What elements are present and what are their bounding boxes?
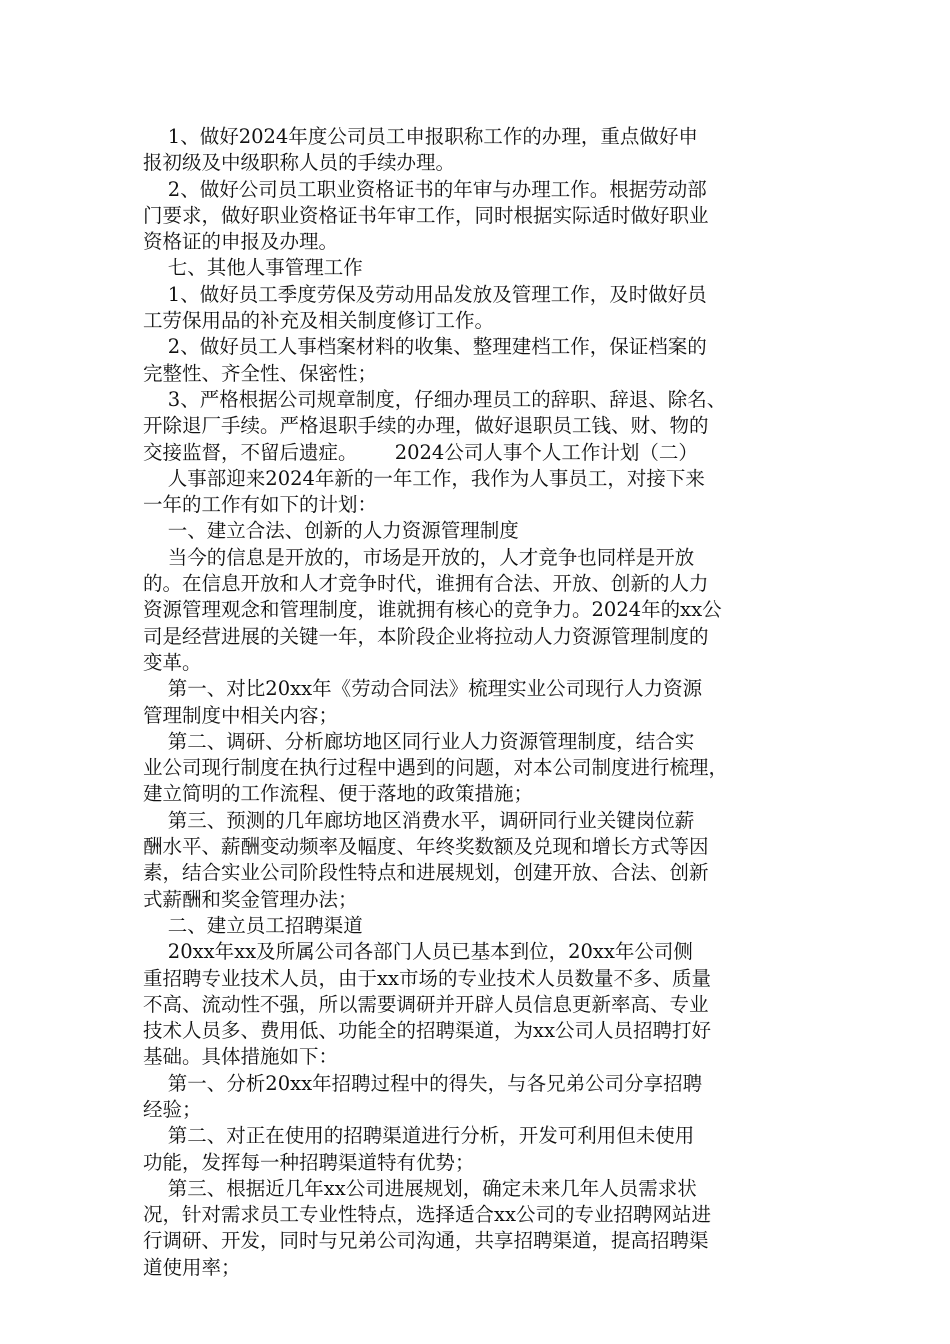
text-line: 式薪酬和奖金管理办法；	[143, 887, 358, 911]
section-heading: 七、其他人事管理工作	[143, 256, 363, 280]
text-line: 20xx年xx及所属公司各部门人员已基本到位，20xx年公司侧	[143, 940, 693, 964]
text-line: 资格证的申报及办理。	[143, 230, 339, 254]
text-line: 门要求，做好职业资格证书年审工作，同时根据实际适时做好职业	[143, 203, 709, 227]
text-line: 不高、流动性不强，所以需要调研并开辟人员信息更新率高、专业	[143, 992, 709, 1016]
text-line: 1、做好2024年度公司员工申报职称工作的办理，重点做好申	[143, 125, 698, 148]
text-line: 2、做好员工人事档案材料的收集、整理建档工作，保证档案的	[143, 335, 707, 359]
text-line: 的。在信息开放和人才竞争时代，谁拥有合法、开放、创新的人力	[143, 572, 709, 596]
text-line: 酬水平、薪酬变动频率及幅度、年终奖数额及兑现和增长方式等因	[143, 835, 709, 859]
text-line: 第一、分析20xx年招聘过程中的得失，与各兄弟公司分享招聘	[143, 1071, 703, 1095]
text-line: 报初级及中级职称人员的手续办理。	[143, 151, 456, 175]
section-heading: 二、建立员工招聘渠道	[143, 913, 363, 937]
text-line: 3、严格根据公司规章制度，仔细办理员工的辞职、辞退、除名、	[143, 387, 727, 411]
text-line: 第三、预测的几年廊坊地区消费水平，调研同行业关键岗位薪	[143, 808, 695, 832]
text-line: 交接监督，不留后遗症。 2024公司人事个人工作计划（二）	[143, 440, 698, 464]
text-line: 第二、对正在使用的招聘渠道进行分析，开发可利用但未使用	[143, 1124, 695, 1148]
text-line: 基础。具体措施如下：	[143, 1045, 339, 1069]
text-line: 一年的工作有如下的计划：	[143, 493, 378, 517]
text-line: 完整性、齐全性、保密性；	[143, 361, 378, 385]
text-line: 功能，发挥每一种招聘渠道特有优势；	[143, 1150, 475, 1174]
text-line: 素，结合实业公司阶段性特点和进展规划，创建开放、合法、创新	[143, 861, 709, 885]
text-line: 1、做好员工季度劳保及劳动用品发放及管理工作，及时做好员	[143, 282, 707, 306]
text-line: 重招聘专业技术人员，由于xx市场的专业技术人员数量不多、质量	[143, 966, 711, 990]
text-line: 工劳保用品的补充及相关制度修订工作。	[143, 309, 495, 333]
text-line: 第二、调研、分析廊坊地区同行业人力资源管理制度，结合实	[143, 729, 695, 753]
text-line: 经验；	[143, 1097, 202, 1121]
text-line: 第三、根据近几年xx公司进展规划，确定未来几年人员需求状	[143, 1176, 697, 1200]
section-heading: 一、建立合法、创新的人力资源管理制度	[143, 519, 519, 543]
text-line: 建立简明的工作流程、便于落地的政策措施；	[143, 782, 534, 806]
text-line: 资源管理观念和管理制度，谁就拥有核心的竞争力。2024年的xx公	[143, 598, 722, 622]
text-line: 人事部迎来2024年新的一年工作，我作为人事员工，对接下来	[143, 466, 705, 490]
document-body	[143, 124, 813, 1281]
text-line: 司是经营进展的关键一年，本阶段企业将拉动人力资源管理制度的	[143, 624, 709, 648]
text-line: 技术人员多、费用低、功能全的招聘渠道，为xx公司人员招聘打好	[143, 1019, 711, 1043]
text-line: 管理制度中相关内容；	[143, 703, 339, 727]
text-line: 当今的信息是开放的，市场是开放的，人才竞争也同样是开放	[143, 545, 695, 569]
text-line: 第一、对比20xx年《劳动合同法》梳理实业公司现行人力资源	[143, 677, 703, 701]
text-line: 开除退厂手续。严格退职手续的办理，做好退职员工钱、财、物的	[143, 414, 709, 438]
text-line: 变革。	[143, 650, 202, 674]
text-line: 2、做好公司员工职业资格证书的年审与办理工作。根据劳动部	[143, 177, 707, 201]
text-line: 道使用率；	[143, 1255, 241, 1279]
text-line: 况，针对需求员工专业性特点，选择适合xx公司的专业招聘网站进	[143, 1203, 711, 1227]
text-line: 行调研、开发，同时与兄弟公司沟通，共享招聘渠道，提高招聘渠	[143, 1229, 709, 1253]
text-line: 业公司现行制度在执行过程中遇到的问题，对本公司制度进行梳理，	[143, 756, 729, 780]
